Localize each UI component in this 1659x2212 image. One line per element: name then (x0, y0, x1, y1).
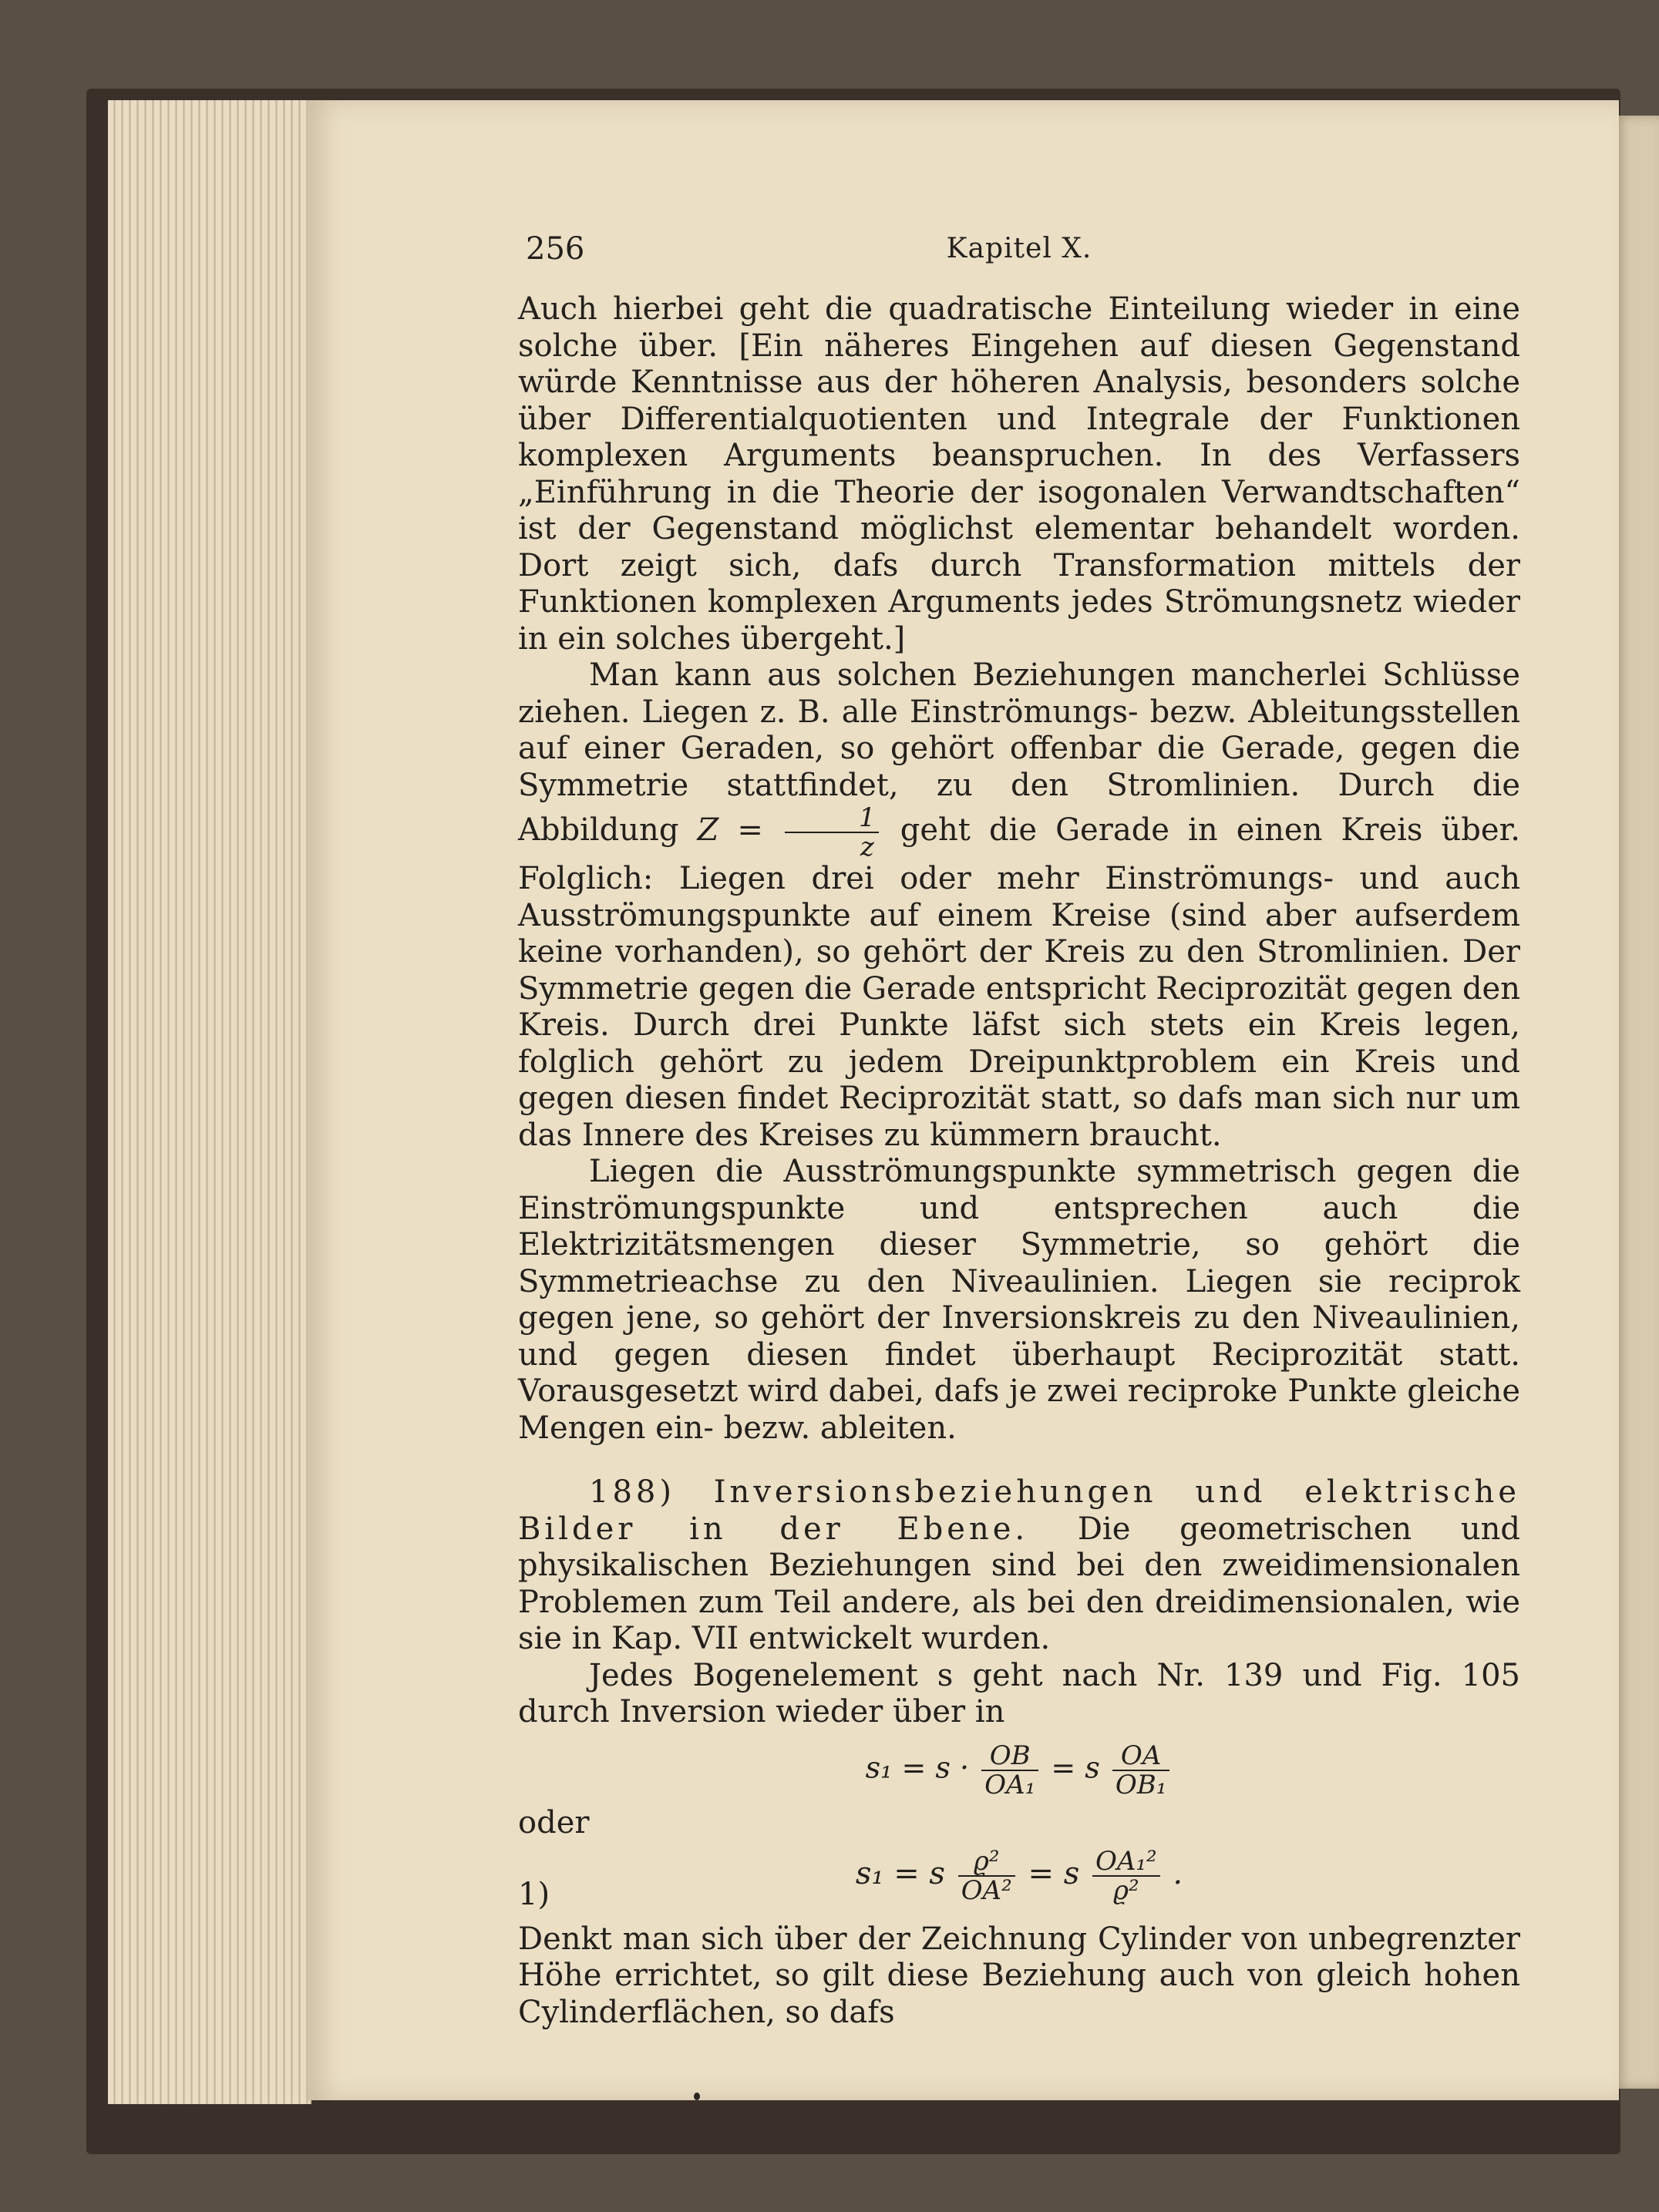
page-text (518, 231, 1520, 2031)
formula-1-frac-1-num: OB (981, 1742, 1038, 1771)
formula-1-frac-1 (981, 1742, 1038, 1799)
section-heading: 188) Inversionsbeziehungen und elektrische Bilder in der Ebene. (518, 1474, 1520, 1547)
formula-2-frac-2-num: OA₁² (1092, 1847, 1160, 1877)
chapter-title: Kapitel X. (946, 233, 1092, 264)
section-gap (518, 1447, 1520, 1474)
page-edges (108, 100, 311, 2104)
formula-1-frac-2 (1112, 1742, 1170, 1799)
paragraph-2 (518, 657, 1520, 1154)
formula-1-frac-1-den: OA₁ (984, 1769, 1036, 1800)
paragraph-1: Auch hierbei geht die quadratische Einteilung wieder in eine solche über. [Ein näheres Eingehen auf diesen Gegenstand würde Kenntnisse aus der höheren Analysis, besonders solche über Differentialquotienten und Integrale der Funktionen komplexen Arguments beanspruchen. In des Verfassers „Einführung in die Theorie der isogonalen Verwandtschaften“ ist der Gegenstand möglichst elementar behandelt worden. Dort zeigt sich, dafs durch Transformation mittels der Funktionen komplexen Arguments jedes Strömungsnetz wieder in ein solches übergeht.] (518, 291, 1520, 657)
paragraph-5: Jedes Bogenelement s geht nach Nr. 139 und Fig. 105 durch Inversion wieder über in (518, 1657, 1520, 1730)
formula-2-frac-1-den: OA² (961, 1874, 1012, 1906)
fraction-numerator: 1 (785, 804, 879, 833)
facing-page-edge (1615, 116, 1659, 2089)
formula-1-numbered (518, 1847, 1520, 1921)
formula-2-mid: = s (1028, 1855, 1080, 1891)
mapping-formula-lhs: Z = (697, 812, 763, 848)
section-188-text: Die geometrischen und physikalischen Beziehungen sind bei den zweidimensionalen Problemen zum Teil andere, als bei den dreidimensionalen, wie sie in Kap. VII entwickelt wurden. (518, 1511, 1520, 1656)
section-188 (518, 1474, 1520, 1658)
formula-2-lhs: s₁ = s (855, 1855, 945, 1891)
formula-2-frac-2-den: ϱ² (1112, 1874, 1139, 1906)
paragraph-2-text-b: geht die Gerade in einen Kreis über. Folglich: Liegen drei oder mehr Einströmungs- und auch Ausströmungspunkte auf einem Kreise (sind aber aufserdem keine vorhanden), so gehört der Kreis zu den Stromlinien. Der Symmetrie gegen die Gerade entspricht Reciprozität gegen den Kreis. Durch drei Punkte läfst sich stets ein Kreis legen, folglich gehört zu jedem Dreipunktproblem ein Kreis und gegen diesen findet Reciprozität statt, so dafs man sich nur um das Innere des Kreises zu kümmern braucht. (518, 812, 1521, 1153)
page-number: 256 (526, 231, 585, 267)
ink-speck (694, 2093, 700, 2100)
equation-label: 1) (518, 1876, 550, 1912)
running-head (518, 231, 1520, 270)
formula-1-frac-2-den: OB₁ (1115, 1769, 1167, 1800)
formula-1-mid: = s (1051, 1750, 1100, 1784)
formula-2-end: . (1173, 1855, 1183, 1891)
formula-2-frac-1 (958, 1847, 1015, 1904)
formula-1-frac-2-num: OA (1112, 1742, 1170, 1771)
formula-1-lhs: s₁ = s · (865, 1750, 970, 1784)
formula-inversion (518, 1742, 1520, 1799)
fraction-denominator: z (860, 832, 874, 862)
paragraph-2-text-a: Man kann aus solchen Beziehungen mancherlei Schlüsse ziehen. Liegen z. B. alle Einströmungs- bezw. Ableitungsstellen auf einer Geraden, so gehört offenbar die Gerade, gegen die Symmetrie stattfindet, zu den Stromlinien. Durch die Abbildung (518, 657, 1520, 848)
formula-2-frac-1-num: ϱ² (958, 1847, 1015, 1877)
mapping-formula-fraction (785, 804, 879, 861)
paragraph-6: Denkt man sich über der Zeichnung Cylinder von unbegrenzter Höhe errichtet, so gilt diese Beziehung auch von gleich hohen Cylinderflächen, so dafs (518, 1921, 1520, 2030)
formula-2-frac-2 (1092, 1847, 1160, 1904)
connector-oder: oder (518, 1804, 590, 1841)
paragraph-3: Liegen die Ausströmungspunkte symmetrisch gegen die Einströmungspunkte und entsprechen auch die Elektrizitätsmengen dieser Symmetrie, so gehört die Symmetrieachse zu den Niveaulinien. Liegen sie reciprok gegen jene, so gehört der Inversionskreis zu den Niveaulinien, und gegen diesen findet überhaupt Reciprozität statt. Vorausgesetzt wird dabei, dafs je zwei reciproke Punkte gleiche Mengen ein- bezw. ableiten. (518, 1154, 1520, 1446)
formula-2 (518, 1847, 1520, 1904)
